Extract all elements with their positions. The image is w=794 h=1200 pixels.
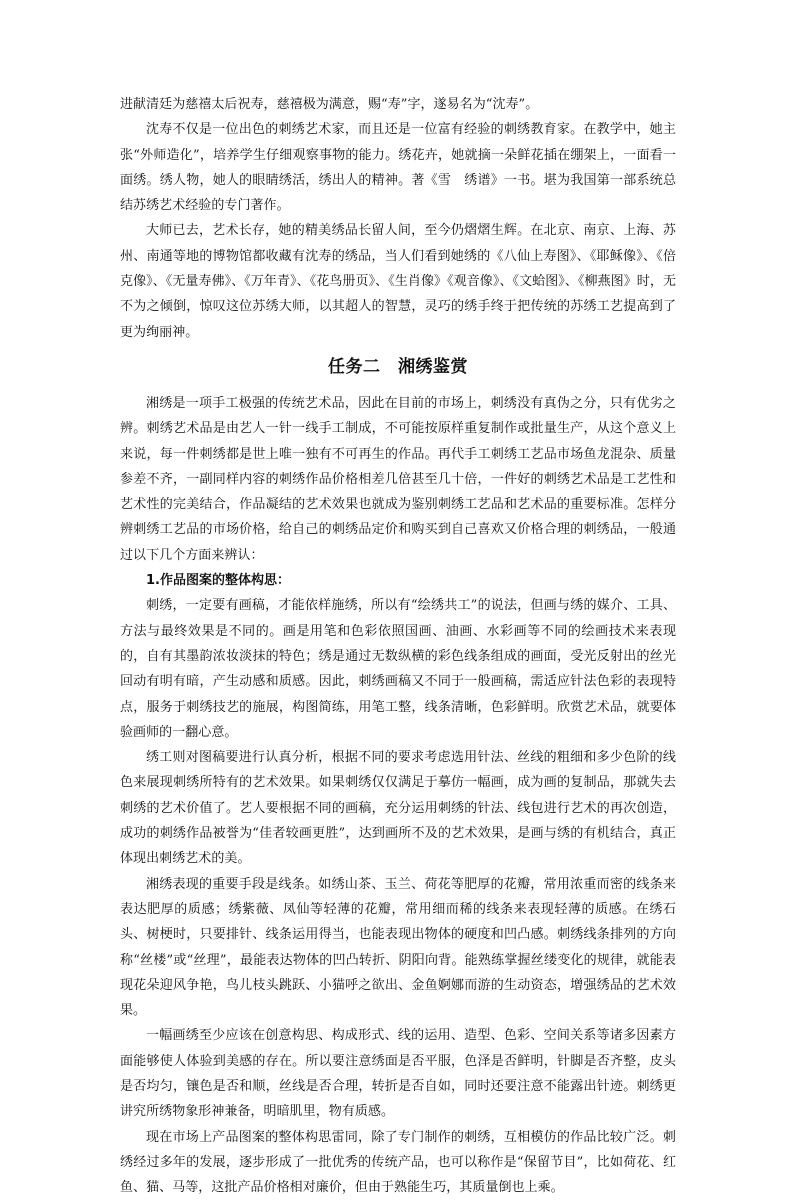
- body-paragraph-2: 绣工则对图稿要进行认真分析，根据不同的要求考虑选用针法、丝线的粗细和多少色阶的线色来展现刺绣所特有的艺术效果。如果刺绣仅仅满足于摹仿一幅画，成为画的复制品，那就失去刺绣的艺术价值了。艺人要根据不同的画稿，充分运用刺绣的针法、线包进行艺术的再次创造，成功的刺绣作品被誉为“佳者较画更胜”，达到画所不及的艺术效果，是画与绣的有机结合，真正体现出刺绣艺术的美。: [120, 750, 676, 867]
- intro-paragraph-3: 大师已去，艺术长存，她的精美绣品长留人间，至今仍熠熠生辉。在北京、南京、上海、苏州、南通等地的博物馆都收藏有沈寿的绣品，当人们看到她绣的《八仙上寿图》、《耶稣像》、《倍克像》、《无量寿佛》、《万年青》、《花鸟册页》、《生肖像》《观音像》、《文蛤图》、《柳燕图》时，无不为之倾倒，惊叹这位苏绣大师，以其超人的智慧，灵巧的绣手终于把传统的苏绣工艺提高到了更为绚丽神。: [120, 223, 676, 340]
- intro-paragraph-1: 进献清廷为慈禧太后祝寿，慈禧极为满意，赐“寿”字，遂易名为“沈寿”。: [120, 97, 539, 112]
- intro-paragraph-2: 沈寿不仅是一位出色的刺绣艺术家，而且还是一位富有经验的刺绣教育家。在教学中，她主张“外师造化”，培养学生仔细观察事物的能力。绣花卉，她就摘一朵鲜花插在绷架上，一面看一面绣。绣人物，她人的眼睛绣活，绣出人的精神。著《雪 绣谱》一书。堪为我国第一部系统总结苏绣艺术经验的专门著作。: [120, 122, 676, 214]
- body-paragraph-1: 刺绣，一定要有画稿，才能依样施绣，所以有“绘绣共工”的说法，但画与绣的媒介、工具、方法与最终效果是不同的。画是用笔和色彩依照国画、油画、水彩画等不同的绘画技术来表现的，自有其墨韵浓妆淡抹的特色；绣是通过无数纵横的彩色线条组成的画面，受光反射出的丝光回动有明有暗，产生动感和质感。因此，刺绣画稿又不同于一般画稿，需适应针法色彩的表现特点，服务于刺绣技艺的施展，构图简练，用笔工整，线条清晰，色彩鲜明。欣赏艺术品，就要体验画师的一翻心意。: [120, 598, 676, 740]
- body-paragraph-4: 一幅画绣至少应该在创意构思、构成形式、线的运用、造型、色彩、空间关系等诸多因素方面能够使人体验到美感的存在。所以要注意绣面是否平服，色泽是否鲜明，针脚是否齐整，皮头是否均匀，镶色是否和顺，丝线是否合理，转折是否自如，同时还要注意不能露出针迹。刺绣更讲究所绣物象形神兼备，明暗肌里，物有质感。: [120, 1028, 676, 1120]
- body-paragraph-5: 现在市场上产品图案的整体构思雷同，除了专门制作的刺绣，互相模仿的作品比较广泛。刺绣经过多年的发展，逐步形成了一批优秀的传统产品，也可以称作是“保留节目”，比如荷花、红鱼、猫、马等，这批产品价格相对廉价，但由于熟能生巧，其质量倒也上乘。: [120, 1129, 676, 1196]
- section-title: 任务二 湘绣鉴赏: [328, 356, 468, 377]
- body-paragraph-3: 湘绣表现的重要手段是线条。如绣山茶、玉兰、荷花等肥厚的花瓣，常用浓重而密的线条来表达肥厚的质感；绣紫薇、凤仙等轻薄的花瓣，常用细而稀的线条来表现轻薄的质感。在绣石头、树梗时，只要排针、线条运用得当，也能表现出物体的硬度和凹凸感。刺绣线条排列的方向称“丝楼”或“丝理”，最能表达物体的凹凸转折、阴阳向背。能熟练掌握丝缕变化的规律，就能表现花朵迎风争艳，鸟儿枝头跳跃、小猫呼之欲出、金鱼婀娜而游的生动资态，增强绣品的艺术效果。: [120, 876, 676, 1019]
- section-intro-paragraph: 湘绣是一项手工极强的传统艺术品，因此在目前的市场上，刺绣没有真伪之分，只有优劣之辨。刺绣艺术品是由艺人一针一线手工制成，不可能按原样重复制作或批量生产，从这个意义上来说，每一件刺绣都是世上唯一独有不可再生的作品。再代手工刺绣工艺品市场鱼龙混杂、质量参差不齐，一副同样内容的刺绣作品价格相差几倍甚至几十倍，一件好的刺绣艺术品是工艺性和艺术性的完美结合，作品凝结的艺术效果也就成为鉴别刺绣工艺品和艺术品的重要标准。怎样分辨刺绣工艺品的市场价格，给自己的刺绣品定价和购买到自己喜欢又价格合理的刺绣品，一般通过以下几个方面来辨认：: [120, 395, 676, 563]
- document-page: [120, 92, 676, 1200]
- subheading: 1.作品图案的整体构思：: [146, 573, 290, 589]
